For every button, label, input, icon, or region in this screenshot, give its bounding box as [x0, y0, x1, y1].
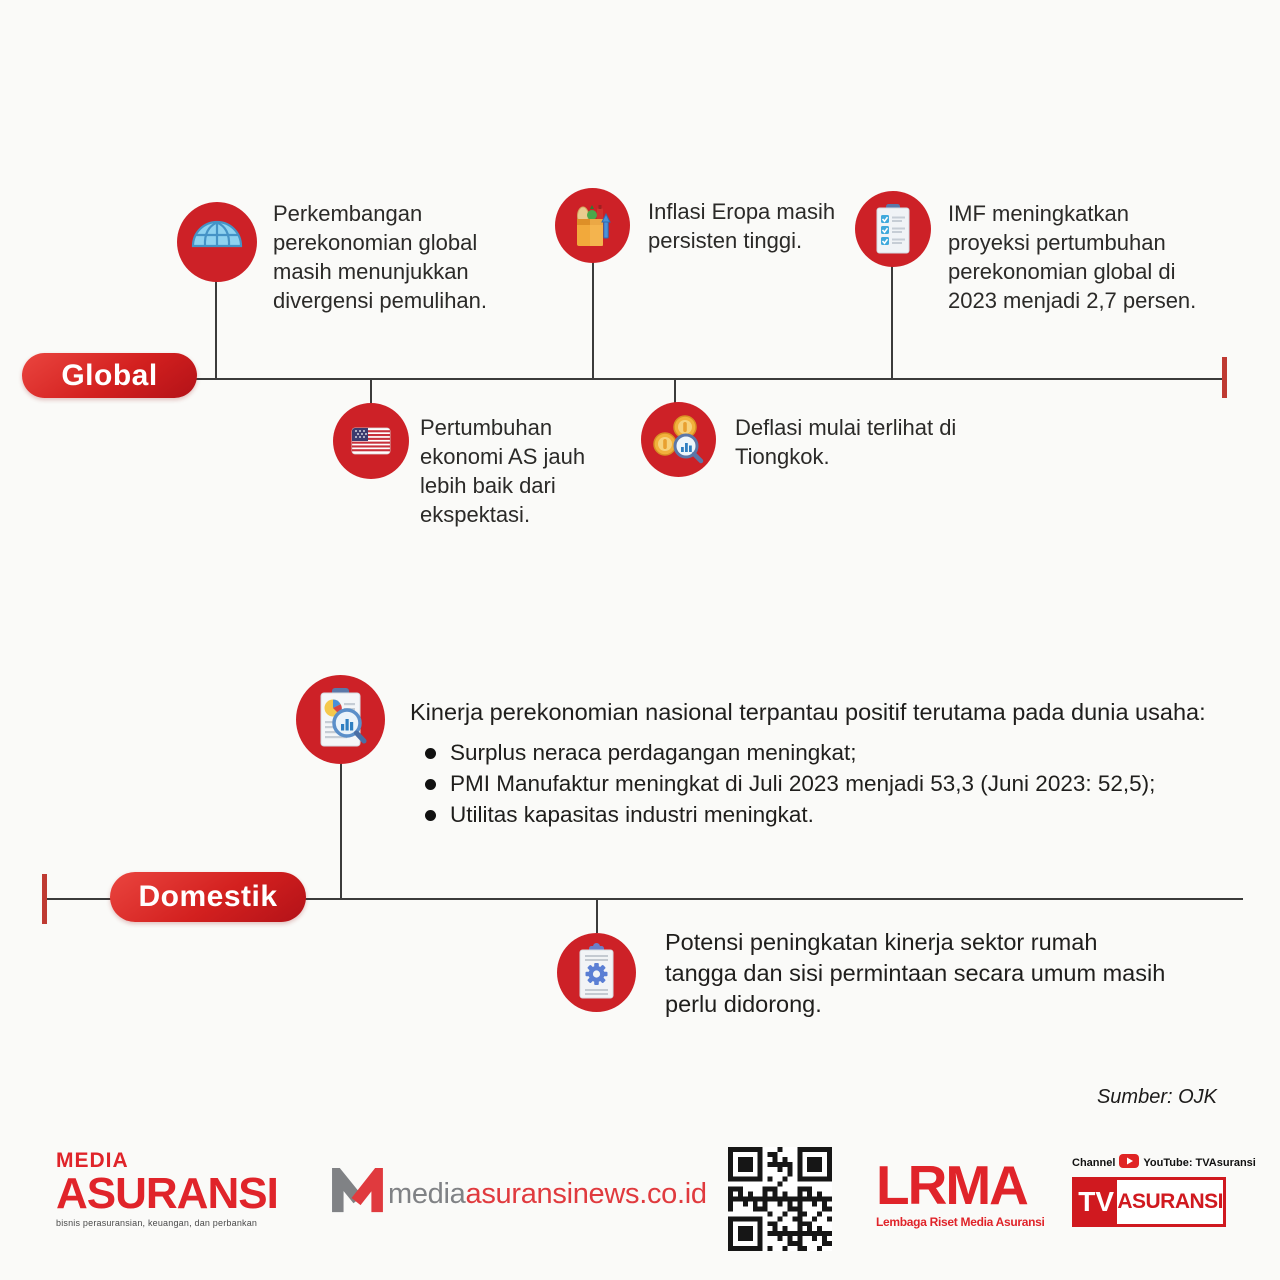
website-domain: asuransinews.co.id — [465, 1178, 707, 1210]
domestic-below-text: Potensi peningkatan kinerja sektor rumah tangga dan sisi permintaan secara umum masih perlu didorong. — [665, 929, 1166, 1018]
stem-checklist — [891, 262, 893, 378]
media-asuransi-line1: MEDIA — [56, 1149, 129, 1172]
domestic-section-label — [110, 872, 306, 922]
tv-name-label: ASURANSI — [1117, 1190, 1223, 1213]
global-item-text: IMF meningkatkan proyeksi pertumbuhan perekonomian global di 2023 menjadi 2,7 persen. — [948, 201, 1197, 314]
youtube-handle: YouTube: TVAsuransi — [1143, 1156, 1256, 1169]
global-item-text: Inflasi Eropa masih persisten tinggi. — [648, 199, 836, 254]
website-prefix: media — [388, 1178, 466, 1210]
domestic-label-text: Domestik — [138, 880, 278, 913]
tv-asuransi-box — [1072, 1177, 1226, 1227]
website-logo[interactable] — [330, 1168, 707, 1221]
grocery-inflation-icon — [555, 188, 630, 263]
stem-coins — [674, 380, 676, 403]
global-section-label — [22, 353, 197, 398]
report-magnifier-icon — [296, 675, 385, 764]
stem-report — [340, 762, 342, 898]
lrma-subtitle: Lembaga Riset Media Asuransi — [876, 1215, 1045, 1229]
global-item-text: Perkembangan perekonomian global masih menunjukkan divergensi pemulihan. — [273, 201, 488, 314]
stem-grocery — [592, 262, 594, 378]
gear-clipboard-icon — [557, 933, 636, 1012]
globe-icon — [177, 202, 257, 282]
lrma-title: LRMA — [876, 1154, 1027, 1216]
bullet-dot — [425, 779, 436, 790]
global-timeline-end-tick — [1222, 357, 1227, 398]
bullet-item — [425, 802, 814, 828]
global-item-text: Pertumbuhan ekonomi AS jauh lebih baik dari ekspektasi. — [420, 415, 586, 528]
coins-magnifier-icon — [641, 402, 716, 477]
youtube-play-icon — [1119, 1154, 1139, 1171]
tv-asuransi-logo — [1072, 1154, 1256, 1227]
bullet-text: PMI Manufaktur meningkat di Juli 2023 menjadi 53,3 (Juni 2023: 52,5); — [450, 771, 1156, 796]
global-timeline-line — [190, 378, 1222, 380]
media-asuransi-logo — [56, 1150, 278, 1228]
bullet-item — [425, 771, 1155, 797]
source-note: Sumber: OJK — [1096, 1086, 1217, 1108]
domestic-timeline-start-tick — [42, 874, 47, 924]
global-label-text: Global — [61, 358, 158, 392]
channel-label: Channel — [1072, 1156, 1116, 1169]
media-asuransi-line2: ASURANSI — [56, 1169, 278, 1218]
global-item-text: Deflasi mulai terlihat di Tiongkok. — [735, 415, 957, 470]
tv-channel-line — [1072, 1154, 1256, 1171]
us-flag-icon — [333, 403, 409, 479]
lrma-logo — [876, 1154, 1045, 1229]
media-asuransi-tagline: bisnis perasuransian, keuangan, dan perbankan — [56, 1218, 258, 1228]
website-url — [388, 1178, 707, 1211]
bullet-text: Utilitas kapasitas industri meningkat. — [450, 802, 814, 827]
checklist-icon — [855, 191, 931, 267]
m-monogram-icon — [330, 1168, 384, 1221]
stem-gear — [596, 900, 598, 933]
qr-code — [728, 1147, 832, 1251]
tv-square-label: TV — [1075, 1180, 1117, 1224]
stem-us-flag — [370, 380, 372, 404]
bullet-dot — [425, 810, 436, 821]
bullet-dot — [425, 748, 436, 759]
bullet-text: Surplus neraca perdagangan meningkat; — [450, 740, 857, 765]
domestic-heading: Kinerja perekonomian nasional terpantau positif terutama pada dunia usaha: — [410, 699, 1206, 725]
stem-globe — [215, 280, 217, 378]
bullet-item — [425, 740, 857, 766]
